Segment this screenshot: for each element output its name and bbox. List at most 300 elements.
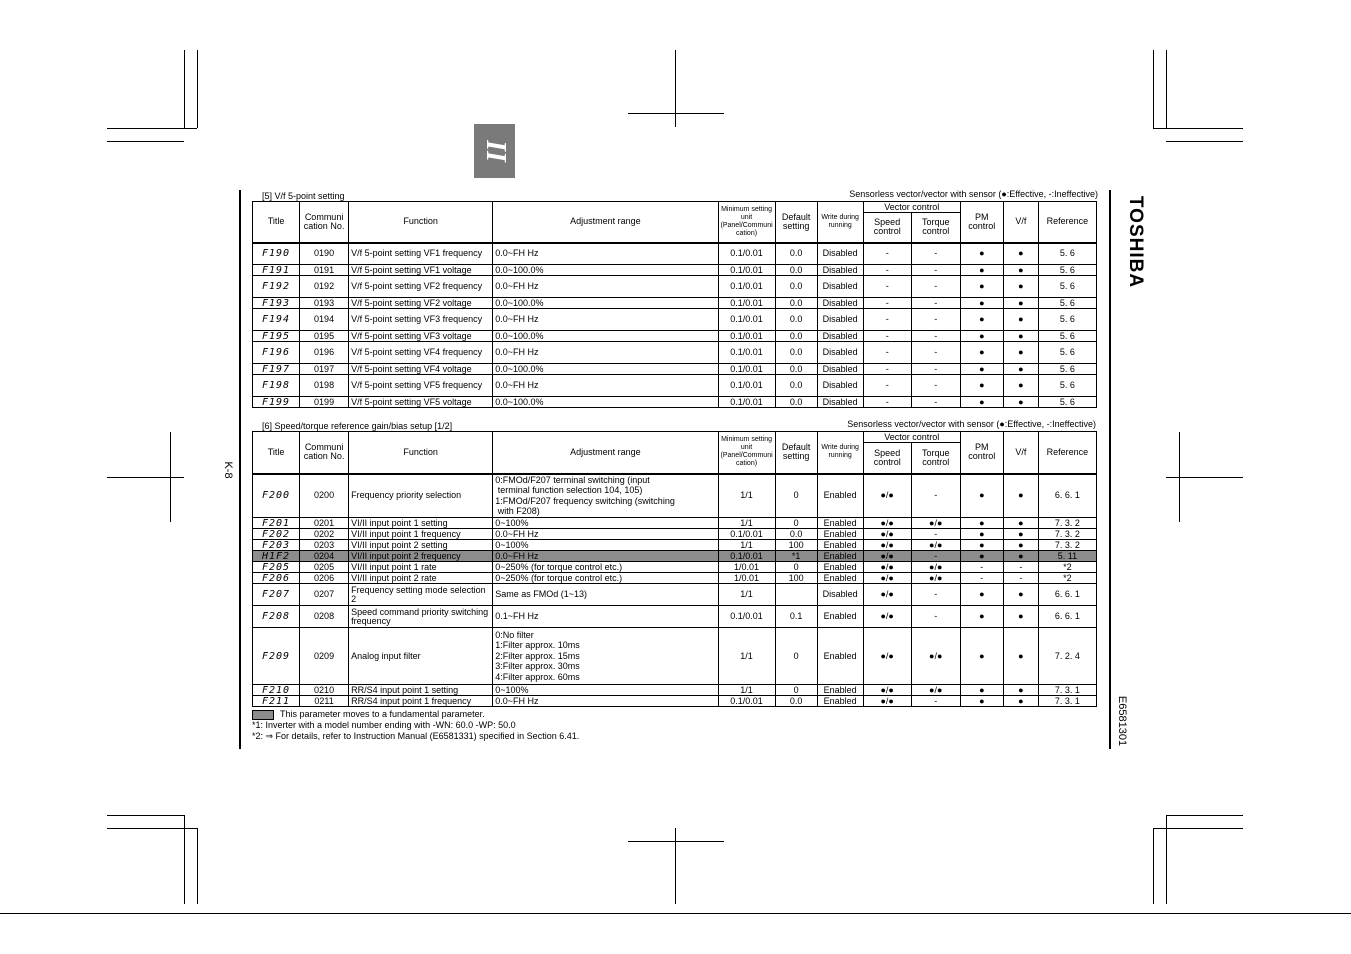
reference: 7. 3. 1 [1038, 685, 1096, 696]
comm-number: 0205 [300, 562, 349, 573]
adjustment-range: 0~250% (for torque control etc.) [493, 562, 718, 573]
adjustment-range: 0.0~100.0% [493, 265, 718, 276]
default-value: 0.0 [775, 397, 817, 408]
table-row [253, 551, 1097, 562]
function-text: V/f 5-point setting VF5 voltage [349, 397, 493, 408]
gray-swatch [252, 710, 274, 720]
write-during-running: Enabled [817, 628, 863, 685]
center-mark [675, 828, 676, 904]
write-during-running: Disabled [817, 397, 863, 408]
param-title: F199 [253, 397, 300, 408]
function-text: VI/II input point 2 rate [349, 573, 493, 584]
crop-mark [184, 50, 185, 128]
write-during-running: Disabled [817, 342, 863, 364]
min-unit: 1/1 [718, 474, 775, 518]
reference: 6. 6. 1 [1038, 584, 1096, 606]
default-value: 0.0 [775, 375, 817, 397]
pm-control-flag: - [960, 573, 1003, 584]
range-line: 0:FMOd/F207 terminal switching (input [495, 474, 650, 485]
comm-number: 0195 [300, 331, 349, 342]
comm-number: 0194 [300, 309, 349, 331]
param-title: F206 [253, 573, 300, 584]
col-vf: V/f [1003, 202, 1038, 243]
speed-control-flag: ●/● [863, 540, 911, 551]
write-during-running: Disabled [817, 265, 863, 276]
comm-number: 0191 [300, 265, 349, 276]
adjustment-range: 0.0~100.0% [493, 397, 718, 408]
torque-control-flag: ●/● [911, 573, 960, 584]
table-row [253, 584, 1097, 606]
min-unit: 0.1/0.01 [718, 331, 775, 342]
crop-mark [1153, 828, 1154, 904]
range-line: terminal function selection 104, 105) [495, 485, 643, 496]
torque-control-flag: ●/● [911, 518, 960, 529]
adjustment-range: 0.0~FH Hz [493, 551, 718, 562]
center-mark [628, 113, 724, 114]
vf-flag: ● [1003, 628, 1038, 685]
param-title: F190 [253, 243, 300, 265]
reference: 5. 6 [1038, 375, 1096, 397]
write-during-running: Disabled [817, 309, 863, 331]
crop-mark [197, 50, 198, 128]
write-during-running: Disabled [817, 364, 863, 375]
vf-flag: ● [1003, 529, 1038, 540]
param-title: F197 [253, 364, 300, 375]
col-function: Function [349, 202, 493, 243]
crop-mark [1153, 128, 1243, 129]
adjustment-range: 0~250% (for torque control etc.) [493, 573, 718, 584]
function-text: V/f 5-point setting VF1 voltage [349, 265, 493, 276]
adjustment-range [493, 628, 718, 685]
param-title: F192 [253, 276, 300, 298]
reference: 5. 6 [1038, 309, 1096, 331]
table-row [253, 309, 1097, 331]
param-title: F196 [253, 342, 300, 364]
param-title: F195 [253, 331, 300, 342]
speed-control-flag: - [863, 375, 911, 397]
reference: 6. 6. 1 [1038, 606, 1096, 628]
min-unit: 0.1/0.01 [718, 243, 775, 265]
table-row [253, 265, 1097, 276]
default-value: 0.0 [775, 298, 817, 309]
torque-control-flag: - [911, 331, 960, 342]
speed-control-flag: ●/● [863, 529, 911, 540]
reference: 5. 6 [1038, 342, 1096, 364]
parameter-table-vf5 [252, 201, 1097, 408]
speed-control-flag: ●/● [863, 474, 911, 518]
col-min-unit: Minimum setting unit (Panel/Communi cation) [718, 432, 775, 474]
table-row [253, 606, 1097, 628]
torque-control-flag: - [911, 364, 960, 375]
torque-control-flag: ●/● [911, 562, 960, 573]
write-during-running: Enabled [817, 685, 863, 696]
footnote-2: *2: ⇒ For details, refer to Instruction Manual (E6581331) specified in Section 6.41. [252, 731, 580, 741]
param-title: F191 [253, 265, 300, 276]
col-speed-control: Speed control [863, 443, 911, 474]
table-row [253, 298, 1097, 309]
reference: 7. 2. 4 [1038, 628, 1096, 685]
col-range: Adjustment range [493, 202, 718, 243]
speed-control-flag: ●/● [863, 573, 911, 584]
function-text: RR/S4 input point 1 setting [349, 685, 493, 696]
table-row [253, 540, 1097, 551]
crop-mark [107, 141, 184, 142]
comm-number: 0203 [300, 540, 349, 551]
col-write-running: Write during running [817, 202, 863, 243]
col-title: Title [253, 432, 300, 474]
min-unit: 0.1/0.01 [718, 309, 775, 331]
vf-flag: ● [1003, 584, 1038, 606]
function-text: V/f 5-point setting VF3 frequency [349, 309, 493, 331]
write-during-running: Disabled [817, 584, 863, 606]
pm-control-flag: ● [960, 628, 1003, 685]
left-margin-bar [239, 190, 241, 749]
min-unit: 1/0.01 [718, 562, 775, 573]
function-text: Speed command priority switching frequency [349, 606, 493, 628]
torque-control-flag: ●/● [911, 540, 960, 551]
min-unit: 0.1/0.01 [718, 364, 775, 375]
write-during-running: Enabled [817, 606, 863, 628]
table-row [253, 529, 1097, 540]
param-title: F211 [253, 696, 300, 707]
reference: *2 [1038, 562, 1096, 573]
vf-flag: ● [1003, 364, 1038, 375]
adjustment-range: 0.0~100.0% [493, 364, 718, 375]
vf-flag: ● [1003, 243, 1038, 265]
col-pm-control: PM control [960, 432, 1003, 474]
comm-number: 0207 [300, 584, 349, 606]
pm-control-flag: ● [960, 298, 1003, 309]
reference: 5. 6 [1038, 298, 1096, 309]
pm-control-flag: ● [960, 696, 1003, 707]
default-value: 0.0 [775, 309, 817, 331]
col-default: Default setting [775, 432, 817, 474]
min-unit: 1/1 [718, 584, 775, 606]
section-title-gain-bias: [6] Speed/torque reference gain/bias setup [1/2] [262, 421, 453, 431]
adjustment-range: 0.0~FH Hz [493, 309, 718, 331]
vf-flag: ● [1003, 397, 1038, 408]
min-unit: 0.1/0.01 [718, 397, 775, 408]
min-unit: 0.1/0.01 [718, 276, 775, 298]
vf-flag: ● [1003, 518, 1038, 529]
torque-control-flag: - [911, 584, 960, 606]
reference: 7. 3. 2 [1038, 518, 1096, 529]
vf-flag: ● [1003, 276, 1038, 298]
reference: 6. 6. 1 [1038, 474, 1096, 518]
function-text: Analog input filter [349, 628, 493, 685]
pm-control-flag: ● [960, 375, 1003, 397]
reference: 5. 6 [1038, 243, 1096, 265]
range-line: 1:Filter approx. 10ms [495, 640, 580, 651]
default-value: 0.0 [775, 364, 817, 375]
chapter-tab: II [474, 124, 515, 178]
torque-control-flag: - [911, 474, 960, 518]
pm-control-flag: ● [960, 265, 1003, 276]
speed-control-flag: - [863, 309, 911, 331]
default-value: 0.0 [775, 243, 817, 265]
vf-flag: - [1003, 562, 1038, 573]
col-title: Title [253, 202, 300, 243]
table-row [253, 375, 1097, 397]
default-value [775, 584, 817, 606]
col-write-running: Write during running [817, 432, 863, 474]
torque-control-flag: - [911, 309, 960, 331]
torque-control-flag: - [911, 276, 960, 298]
speed-control-flag: ●/● [863, 518, 911, 529]
function-text: V/f 5-point setting VF3 voltage [349, 331, 493, 342]
speed-control-flag: ●/● [863, 562, 911, 573]
min-unit: 1/0.01 [718, 573, 775, 584]
param-title: F201 [253, 518, 300, 529]
function-text: V/f 5-point setting VF2 voltage [349, 298, 493, 309]
reference: 7. 3. 2 [1038, 540, 1096, 551]
table-row [253, 696, 1097, 707]
crop-mark [197, 828, 198, 904]
pm-control-flag: ● [960, 518, 1003, 529]
function-text: VI/II input point 1 setting [349, 518, 493, 529]
default-value: 0 [775, 562, 817, 573]
col-torque-control: Torque control [911, 443, 960, 474]
vf-flag: ● [1003, 265, 1038, 276]
col-vf: V/f [1003, 432, 1038, 474]
speed-control-flag: - [863, 276, 911, 298]
range-line: with F208) [495, 506, 540, 517]
comm-number: 0208 [300, 606, 349, 628]
pm-control-flag: ● [960, 584, 1003, 606]
torque-control-flag: - [911, 606, 960, 628]
col-reference: Reference [1038, 432, 1096, 474]
col-pm-control: PM control [960, 202, 1003, 243]
vf-flag: ● [1003, 696, 1038, 707]
torque-control-flag: - [911, 298, 960, 309]
table-row [253, 474, 1097, 518]
comm-number: 0200 [300, 474, 349, 518]
min-unit: 0.1/0.01 [718, 696, 775, 707]
doc-number: E6581301 [1116, 695, 1128, 747]
param-title: F210 [253, 685, 300, 696]
param-title: F205 [253, 562, 300, 573]
default-value: *1 [775, 551, 817, 562]
center-mark [628, 841, 724, 842]
default-value: 0.0 [775, 529, 817, 540]
min-unit: 0.1/0.01 [718, 265, 775, 276]
function-text: V/f 5-point setting VF2 frequency [349, 276, 493, 298]
torque-control-flag: - [911, 342, 960, 364]
col-reference: Reference [1038, 202, 1096, 243]
col-vector-control: Vector control [863, 432, 960, 443]
table-row [253, 562, 1097, 573]
vf-flag: ● [1003, 606, 1038, 628]
default-value: 0.0 [775, 276, 817, 298]
param-title: F202 [253, 529, 300, 540]
range-line: 0:No filter [495, 629, 534, 640]
min-unit: 0.1/0.01 [718, 298, 775, 309]
torque-control-flag: - [911, 397, 960, 408]
torque-control-flag: ●/● [911, 685, 960, 696]
param-title: F200 [253, 474, 300, 518]
speed-control-flag: ●/● [863, 628, 911, 685]
speed-control-flag: ●/● [863, 551, 911, 562]
adjustment-range: 0.0~FH Hz [493, 696, 718, 707]
torque-control-flag: - [911, 265, 960, 276]
pm-control-flag: - [960, 562, 1003, 573]
reference: 5. 6 [1038, 397, 1096, 408]
param-title: H1F2 [253, 551, 300, 562]
function-text: VI/II input point 2 frequency [349, 551, 493, 562]
write-during-running: Disabled [817, 243, 863, 265]
comm-number: 0209 [300, 628, 349, 685]
write-during-running: Enabled [817, 474, 863, 518]
crop-mark [1153, 50, 1154, 128]
adjustment-range: 0.0~FH Hz [493, 342, 718, 364]
comm-number: 0193 [300, 298, 349, 309]
default-value: 0 [775, 685, 817, 696]
function-text: RR/S4 input point 1 frequency [349, 696, 493, 707]
legend-vf5: Sensorless vector/vector with sensor (●:Effective, -:Ineffective) [849, 189, 1098, 199]
write-during-running: Enabled [817, 562, 863, 573]
comm-number: 0210 [300, 685, 349, 696]
speed-control-flag: - [863, 298, 911, 309]
function-text: Frequency priority selection [349, 474, 493, 518]
param-title: F203 [253, 540, 300, 551]
param-title: F193 [253, 298, 300, 309]
write-during-running: Enabled [817, 573, 863, 584]
default-value: 0 [775, 628, 817, 685]
legend-gain-bias: Sensorless vector/vector with sensor (●:Effective, -:Ineffective) [847, 419, 1096, 429]
pm-control-flag: ● [960, 606, 1003, 628]
footnotes [252, 709, 579, 742]
brand-logo: TOSHIBA [1125, 195, 1146, 289]
function-text: Frequency setting mode selection 2 [349, 584, 493, 606]
function-text: VI/II input point 1 rate [349, 562, 493, 573]
speed-control-flag: - [863, 243, 911, 265]
write-during-running: Disabled [817, 298, 863, 309]
comm-number: 0199 [300, 397, 349, 408]
reference: *2 [1038, 573, 1096, 584]
min-unit: 1/1 [718, 628, 775, 685]
table-row [253, 397, 1097, 408]
adjustment-range: 0~100% [493, 685, 718, 696]
speed-control-flag: - [863, 331, 911, 342]
torque-control-flag: - [911, 243, 960, 265]
default-value: 0.0 [775, 342, 817, 364]
pm-control-flag: ● [960, 397, 1003, 408]
footnote-swatch: This parameter moves to a fundamental parameter. [252, 709, 579, 720]
vf-flag: ● [1003, 551, 1038, 562]
min-unit: 0.1/0.01 [718, 375, 775, 397]
reference: 5. 6 [1038, 364, 1096, 375]
vf-flag: ● [1003, 309, 1038, 331]
function-text: V/f 5-point setting VF1 frequency [349, 243, 493, 265]
default-value: 100 [775, 573, 817, 584]
speed-control-flag: - [863, 342, 911, 364]
write-during-running: Enabled [817, 529, 863, 540]
comm-number: 0192 [300, 276, 349, 298]
crop-mark [1166, 141, 1243, 142]
speed-control-flag: - [863, 364, 911, 375]
torque-control-flag: - [911, 529, 960, 540]
range-line: 3:Filter approx. 30ms [495, 661, 580, 672]
default-value: 0.0 [775, 331, 817, 342]
param-title: F198 [253, 375, 300, 397]
reference: 5. 6 [1038, 276, 1096, 298]
vf-flag: - [1003, 573, 1038, 584]
speed-control-flag: ●/● [863, 584, 911, 606]
pm-control-flag: ● [960, 551, 1003, 562]
speed-control-flag: ●/● [863, 685, 911, 696]
comm-number: 0201 [300, 518, 349, 529]
pm-control-flag: ● [960, 309, 1003, 331]
comm-number: 0211 [300, 696, 349, 707]
table-row [253, 243, 1097, 265]
min-unit: 1/1 [718, 685, 775, 696]
param-title: F209 [253, 628, 300, 685]
table-row [253, 628, 1097, 685]
min-unit: 1/1 [718, 540, 775, 551]
col-default: Default setting [775, 202, 817, 243]
adjustment-range: 0.0~FH Hz [493, 529, 718, 540]
adjustment-range: 0.0~100.0% [493, 331, 718, 342]
write-during-running: Enabled [817, 551, 863, 562]
range-line: 2:Filter approx. 15ms [495, 650, 580, 661]
crop-mark [107, 128, 197, 129]
min-unit: 0.1/0.01 [718, 529, 775, 540]
pm-control-flag: ● [960, 243, 1003, 265]
pm-control-flag: ● [960, 364, 1003, 375]
write-during-running: Disabled [817, 276, 863, 298]
reference: 5. 6 [1038, 265, 1096, 276]
reference: 5. 6 [1038, 331, 1096, 342]
vf-flag: ● [1003, 474, 1038, 518]
torque-control-flag: ●/● [911, 628, 960, 685]
default-value: 0.1 [775, 606, 817, 628]
range-line: 4:Filter approx. 60ms [495, 671, 580, 682]
vf-flag: ● [1003, 342, 1038, 364]
side-mark [107, 477, 184, 478]
col-speed-control: Speed control [863, 213, 911, 243]
speed-control-flag: - [863, 265, 911, 276]
crop-mark [184, 815, 185, 904]
vf-flag: ● [1003, 298, 1038, 309]
function-text: V/f 5-point setting VF4 voltage [349, 364, 493, 375]
min-unit: 0.1/0.01 [718, 606, 775, 628]
write-during-running: Enabled [817, 540, 863, 551]
vf-flag: ● [1003, 331, 1038, 342]
torque-control-flag: - [911, 375, 960, 397]
side-mark [1166, 477, 1243, 478]
write-during-running: Enabled [817, 518, 863, 529]
bottom-rule [0, 913, 1351, 914]
right-margin-bar [1109, 190, 1111, 749]
reference: 7. 3. 2 [1038, 529, 1096, 540]
footnote-1: *1: Inverter with a model number ending with -WN: 60.0 -WP: 50.0 [252, 720, 516, 730]
param-title: F208 [253, 606, 300, 628]
col-comm-no: Communi cation No. [300, 432, 349, 474]
vf-flag: ● [1003, 375, 1038, 397]
comm-number: 0196 [300, 342, 349, 364]
crop-mark [1166, 815, 1243, 816]
table-row [253, 685, 1097, 696]
default-value: 0.0 [775, 696, 817, 707]
pm-control-flag: ● [960, 342, 1003, 364]
torque-control-flag: - [911, 696, 960, 707]
vf-flag: ● [1003, 540, 1038, 551]
col-min-unit: Minimum setting unit (Panel/Communi cation) [718, 202, 775, 243]
param-title: F207 [253, 584, 300, 606]
adjustment-range: 0~100% [493, 540, 718, 551]
reference: 7. 3. 1 [1038, 696, 1096, 707]
function-text: VI/II input point 2 setting [349, 540, 493, 551]
